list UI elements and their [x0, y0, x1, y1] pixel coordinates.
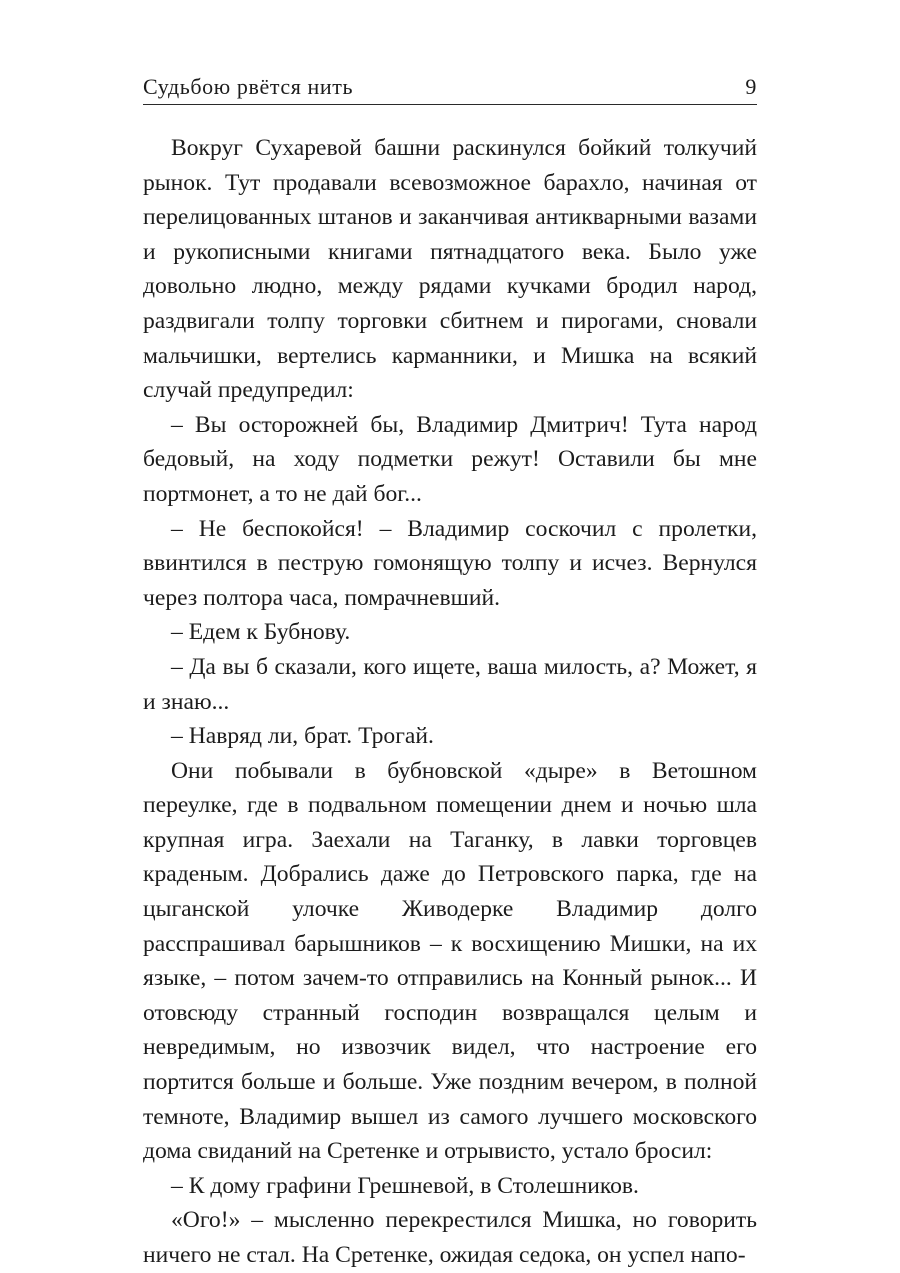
running-title: Судьбою рвётся нить — [143, 74, 354, 99]
paragraph: – Едем к Бубнову. — [171, 619, 351, 646]
paragraph: – К дому графини Грешневой, в Столешников. — [171, 1172, 639, 1199]
paragraph: – Вы осторожней бы, Владимир Дмитрич! Тута народ бедовый, на ходу подметки режут! Оставили бы мне портмонет, а то не дай бог... — [143, 411, 757, 507]
header-rule — [143, 104, 757, 105]
paragraph: – Навряд ли, брат. Трогай. — [171, 723, 434, 750]
page-number: 9 — [745, 74, 757, 99]
paragraph: Они побывали в бубновской «дыре» в Ветошном переулке, где в подвальном помещении днем и ночью шла крупная игра. Заехали на Таганку, в лавки торговцев краденым. Добрались даже до Петровского парка, где на цыганской улочке Живодерке Владимир долго расспрашивал барышников – к восхищению Мишки, на их языке, – потом зачем-то отправились на Конный рынок... И отовсюду странный господин возвращался целым и невредимым, но извозчик видел, что настроение его портится больше и больше. Уже поздним вечером, в полной темноте, Владимир вышел из самого лучшего московского дома свиданий на Сретенке и отрывисто, устало бросил: — [143, 757, 757, 1165]
paragraph: – Не беспокойся! – Владимир соскочил с пролетки, ввинтился в пеструю гомонящую толпу и исчез. Вернулся через полтора часа, помрачневший. — [143, 515, 757, 611]
paragraph: «Ого!» – мысленно перекрестился Мишка, но говорить ничего не стал. На Сретенке, ожидая седока, он успел напо- — [143, 1207, 757, 1268]
body-text — [143, 131, 757, 1273]
running-head — [143, 70, 757, 100]
paragraph: Вокруг Сухаревой башни раскинулся бойкий толкучий рынок. Тут продавали всевозможное барахло, начиная от перелицованных штанов и заканчивая антикварными вазами и рукописными книгами пятнадцатого века. Было уже довольно людно, между рядами кучками бродил народ, раздвигали толпу торговки сбитнем и пирогами, сновали мальчишки, вертелись карманники, и Мишка на всякий случай предупредил: — [143, 135, 757, 404]
paragraph: – Да вы б сказали, кого ищете, ваша милость, а? Может, я и знаю... — [143, 653, 757, 715]
